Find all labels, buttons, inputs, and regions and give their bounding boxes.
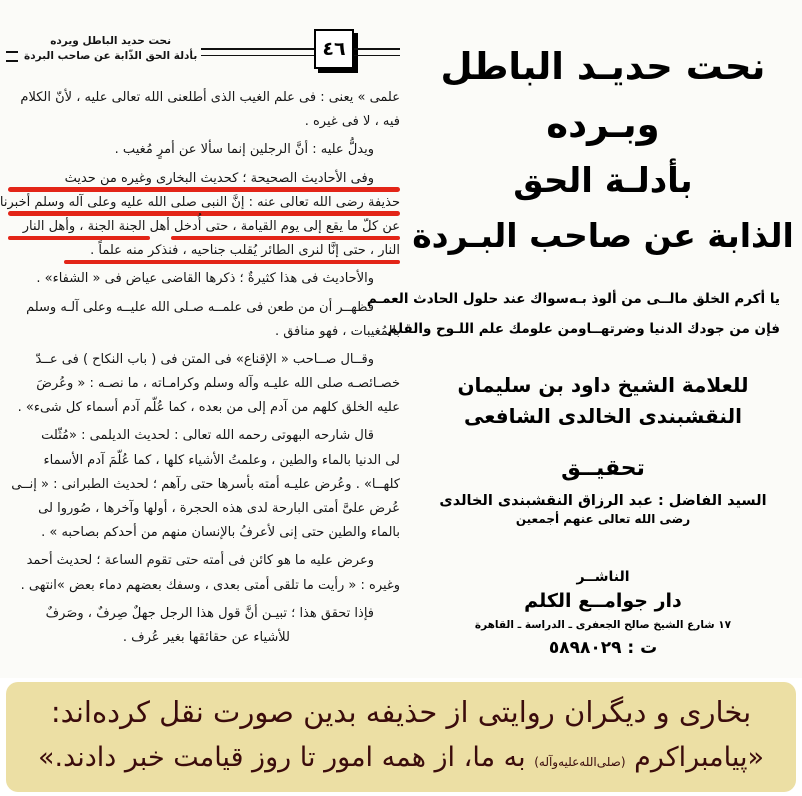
- right-page: [366, 0, 802, 678]
- body-line: عُرض علىَّ أمتى البارحة لدى هذه الحجرة ، أولها وآخرها ، صُوروا لى: [38, 501, 400, 516]
- body-line-underlined: عن كلّ ما يقع إلى يوم القيامة ، حتى أُدخل أهل الجنة الجنة ، وأهل النار: [6, 215, 400, 239]
- page-body-text: [0, 86, 400, 650]
- publisher-name: دار جوامــع الكلم: [524, 590, 682, 612]
- body-line: بالماء والطين حتى إنى لأعرفُ بالإنسان منهم من أحدكم بصاحبه » .: [41, 525, 400, 541]
- verse-hemistich-right: فإن من جودك الدنيا وضرتهــا: [586, 321, 780, 337]
- book-title-line1: نحت حديـد الباطل وبـرده: [440, 45, 766, 146]
- running-header-line1: نحت حديد الباطل ويرده: [50, 35, 172, 47]
- body-line-underlined: النار ، حتى إنَّا لنرى الطائر يُقلب جناحيه ، فنذكر منه علماً .: [6, 239, 400, 263]
- verse-row: [387, 314, 780, 344]
- body-line: فيه ، لا فى غيره .: [304, 114, 400, 130]
- verse-hemistich-right: يا أكرم الخلق مالــى من ألوذ بـه: [568, 291, 780, 307]
- annotation-line2: [6, 738, 796, 782]
- body-line: كلهــا» . وعُرض عليـه أمته بأسرها حتى رآهم ؛ لحديث الطبرانى : « إنــى: [11, 476, 400, 492]
- annotation-line2-pre: «پيامبراكرم: [625, 742, 765, 773]
- book-title-line2: بأدلـة الحق: [513, 161, 693, 201]
- verse-hemistich-left: سواك عند حلول الحادث العمـم: [366, 291, 569, 307]
- page-number: ٤٦: [322, 38, 346, 60]
- body-line: للأشياء عن حقائقها بغير عُرف .: [122, 629, 290, 645]
- author-line1: للعلامة الشيخ داود بن سليمان: [457, 373, 749, 397]
- publisher-label: الناشــر: [576, 569, 630, 585]
- researcher-name: السيد الفاضل : عبد الرزاق النقشبندى الخالدى: [439, 493, 767, 509]
- verse-row: [366, 284, 780, 314]
- body-line: وغيره : « رأيت ما تلقى أمتى بعدى ، وسفك بعضهم دماء بعض »انتهى .: [20, 577, 400, 593]
- author-line2: النقشبندى الخالدى الشافعى: [464, 404, 742, 428]
- body-line: ويدلُّ عليه : أنَّ الرجلين إنما سألا عن أمرٍ مُغيب .: [114, 142, 374, 158]
- body-line: قال شارحه البهوتى رحمه الله تعالى : لحديث الديلمى : «مُثّلت: [41, 428, 374, 444]
- burda-verses: [366, 284, 794, 344]
- body-line: عليه الخلق كلهم من آدم إلى من بعده ، كما عُلّم آدم أسماء كل شىء» .: [17, 400, 400, 416]
- header-rule-right: [354, 48, 400, 56]
- page-number-box: [314, 29, 354, 69]
- header-rule-left: [201, 48, 314, 56]
- book-title: [412, 38, 794, 264]
- body-line-underlined: حذيفة رضى الله تعالى عنه : إنَّ النبى صلى الله عليه وعلى آله وسلم أخبرنا: [6, 191, 400, 215]
- publisher-address: ١٧ شارع الشيخ صالح الجعفرى ـ الدراسة ـ القاهرة: [474, 619, 732, 631]
- publisher-phone: ت : ٥٨٩٨٠٢٩: [548, 637, 658, 658]
- annotation-line1: بخارى و ديگران روايتى از حذيفه بدين صورت نقل كرده‌اند:: [50, 695, 752, 729]
- running-header-line2: بأدلة الحق الذّابة عن صاحب البردة: [24, 50, 198, 62]
- body-line: بالمُغيبات ، فهو منافق .: [274, 323, 400, 339]
- running-header-title: [20, 34, 201, 64]
- researcher-note: رضى الله تعالى عنهم أجمعين: [515, 512, 691, 526]
- left-page: [0, 0, 404, 678]
- annotation-box: [6, 682, 796, 792]
- body-line: علمى » يعنى : فى علم الغيب الذى أطلعنى الله تعالى عليه ، لأنّ الكلام: [20, 90, 400, 105]
- body-line-underlined: وفى الأحاديث الصحيحة ؛ كحديث البخارى وغيره من حديث: [6, 167, 400, 191]
- body-line: وقــال صــاحب « الإقناع» فى المتن فى ( باب النكاح ) فى عــدّ: [35, 351, 374, 367]
- tahqiq-heading: تحقيــق: [561, 456, 645, 481]
- annotation-line2-post: به ما، از همه امور تا روز قيامت خبر دادند.»: [37, 742, 535, 773]
- body-line: وعرض عليه ما هو كائن فى أمته حتى تقوم الساعة ؛ لحديث أحمد: [26, 553, 374, 569]
- body-line: فإذا تحقق هذا ؛ تبيـن أنَّ قول هذا الرجل جهلٌ صِرفٌ ، وصَرفٌ: [45, 605, 374, 621]
- publisher-block: [412, 570, 794, 657]
- body-line: والأحاديث فى هذا كثيرةٌ ؛ ذكرها القاضى عياض فى « الشفاء» .: [36, 271, 374, 287]
- verse-hemistich-left: ومن علومك علم اللـوح والقلم: [387, 321, 587, 337]
- body-line: خصـائصـه صلى الله عليـه وآله وسلم وكرامـاته ، ما نصـه : « وعُرضَ: [36, 376, 400, 392]
- annotation-salawat-parenthetical: (صلى‌الله‌عليه‌وآله): [534, 755, 626, 769]
- author-name: [412, 370, 794, 432]
- body-line: فظهــر أن من طعن فى علمــه صـلى الله عليــه وعلى آلـه وسلم: [26, 299, 374, 315]
- body-line: لى الدنيا بالماء والطين ، وعلمتُ الأشياء كلها ، كما عُلّمَ آدم الأسماء: [43, 452, 400, 468]
- running-header: [6, 26, 400, 72]
- book-title-line3: الذابة عن صاحب البـردة: [412, 216, 794, 255]
- header-equals-mark: [6, 51, 18, 62]
